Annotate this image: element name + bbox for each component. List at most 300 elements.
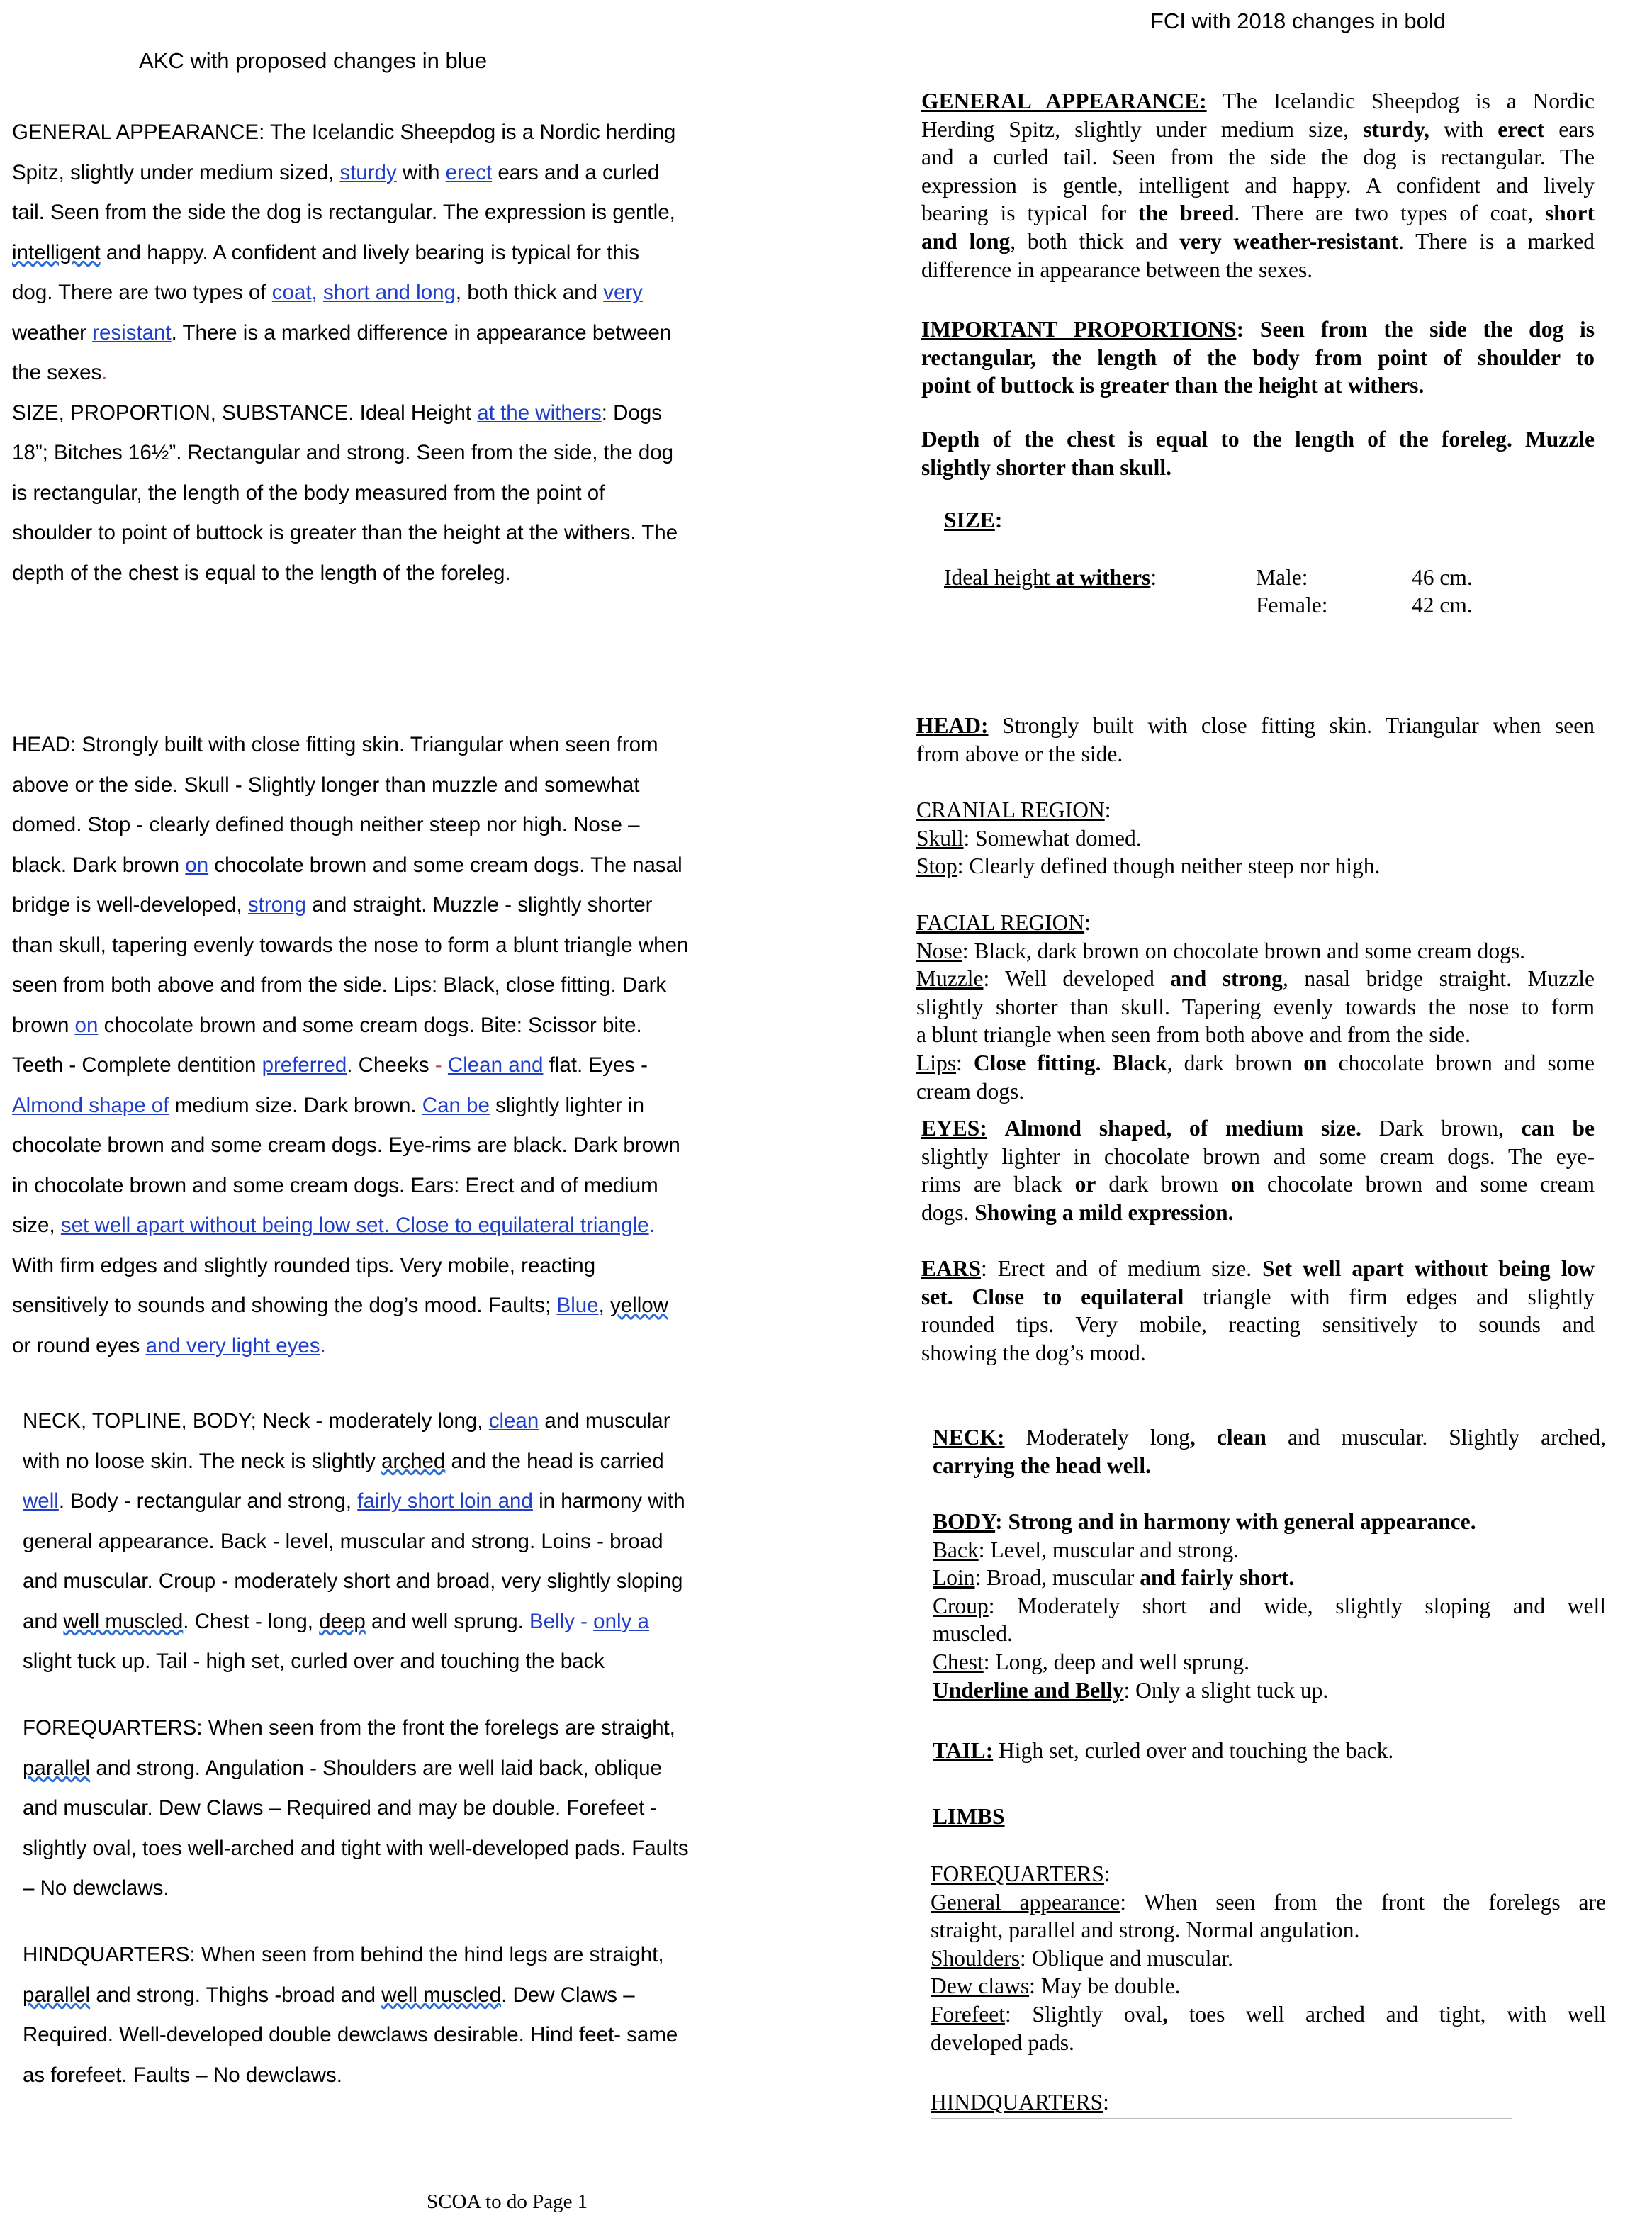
- text-line: [916, 1077, 1595, 1106]
- text-line: [23, 1401, 731, 1442]
- term: Croup: [933, 1593, 989, 1618]
- text: Ideal height: [944, 565, 1056, 590]
- text: in chocolate brown and some cream dogs. Ears: Erect and of medium: [12, 1173, 658, 1197]
- fci-forequarters-section: [931, 1860, 1606, 2056]
- text-line: [23, 1976, 731, 2016]
- text: chocolate brown and some cream dogs. Bite: Scissor bite.: [98, 1013, 642, 1037]
- text: with: [1429, 116, 1498, 142]
- text: shoulder to point of buttock is greater than the height at the withers. The: [12, 521, 678, 544]
- text: : Level, muscular and strong.: [978, 1537, 1240, 1562]
- change-2018: Close fitting. Black: [973, 1050, 1167, 1075]
- cut-off-text-fragment: [931, 2118, 1512, 2127]
- fci-general-appearance-section: [921, 87, 1595, 284]
- text: expression is gentle, intelligent and happy. A confident and lively: [921, 172, 1595, 198]
- text-line: [12, 766, 728, 806]
- text: and straight. Muzzle - slightly shorter: [305, 893, 653, 917]
- text-line: [921, 1199, 1595, 1227]
- change-2018: the breed: [1137, 201, 1235, 226]
- section-heading: EARS: [921, 1256, 982, 1281]
- fci-female-label: Female:: [1256, 593, 1328, 617]
- section-heading: EYES:: [921, 1116, 987, 1141]
- text: with: [396, 160, 446, 184]
- text-line: [23, 1522, 731, 1562]
- text: bearing is typical for: [921, 201, 1138, 226]
- text-line: [931, 2000, 1606, 2029]
- text-line: [12, 885, 728, 926]
- text-line: [921, 199, 1595, 228]
- text-line: [12, 805, 728, 846]
- text-line: [12, 1246, 728, 1287]
- text: : Oblique and muscular.: [1020, 1945, 1233, 1971]
- text: cream dogs.: [916, 1078, 1025, 1104]
- change-2018: or: [1074, 1172, 1096, 1197]
- term: Chest: [933, 1649, 984, 1674]
- change-2018: Underline and Belly: [933, 1677, 1124, 1703]
- text-line: [933, 1536, 1606, 1564]
- proposed-change: and very light eyes: [145, 1333, 320, 1357]
- text-line: [921, 87, 1595, 116]
- text: : Slightly oval: [1004, 2001, 1163, 2027]
- proposed-change: coat: [271, 281, 312, 304]
- page-footer: SCOA to do Page 1: [427, 2190, 588, 2213]
- text-line: [12, 153, 728, 194]
- text-line: [921, 1170, 1595, 1199]
- text: muscled.: [933, 1621, 1013, 1647]
- text: :: [1103, 1861, 1111, 1886]
- fci-cranial-region-section: [916, 796, 1595, 880]
- text: in harmony with: [532, 1489, 685, 1513]
- text-line: [921, 172, 1595, 200]
- fci-head-section: [916, 712, 1595, 768]
- proposed-change: Blue: [556, 1294, 599, 1317]
- text: developed pads.: [931, 2029, 1074, 2055]
- term: Muzzle: [916, 966, 984, 992]
- change-2018: and fairly short.: [1140, 1565, 1295, 1591]
- change-2018: ,: [1162, 2001, 1168, 2027]
- change-2018: carrying the head well.: [933, 1452, 1151, 1478]
- proposed-change: Belly -: [529, 1609, 594, 1633]
- text: dark brown: [1096, 1172, 1231, 1197]
- text: triangle with firm edges and slightly: [1184, 1284, 1595, 1309]
- proposed-change: set well apart without being low set. Close to equilateral triangle: [60, 1214, 649, 1237]
- text: ,: [598, 1294, 610, 1317]
- text: : May be double.: [1029, 1973, 1181, 1999]
- text: : Erect and of medium size.: [981, 1256, 1263, 1281]
- fci-ideal-height-label: [944, 564, 1157, 592]
- text: :: [1150, 565, 1157, 590]
- text-line: [921, 1283, 1595, 1311]
- text-line: [921, 1114, 1595, 1143]
- text-line: [933, 1564, 1606, 1592]
- proposed-change: on: [74, 1013, 99, 1037]
- text: : Moderately short and wide, slightly sloping and well: [988, 1593, 1606, 1618]
- text: HINDQUARTERS: When seen from behind the hind legs are straight,: [23, 1943, 664, 1966]
- change-2018: : Strong and in harmony with general appearance.: [995, 1509, 1476, 1534]
- section-heading: GENERAL APPEARANCE:: [921, 89, 1207, 113]
- text: or round eyes: [12, 1333, 146, 1357]
- akc-general-appearance-size-section: [12, 113, 728, 593]
- text: HEAD: Strongly built with close fitting skin. Triangular when seen from: [12, 733, 658, 756]
- fci-male-height-value: 46 cm.: [1412, 565, 1473, 590]
- spellcheck-flag: deep: [319, 1609, 366, 1633]
- text: medium size. Dark brown.: [169, 1093, 422, 1117]
- text: slightly lighter in: [489, 1093, 645, 1117]
- text-line: [12, 113, 728, 153]
- text-line: [23, 1869, 731, 1909]
- text: tail. Seen from the side the dog is rectangular. The expression is gentle,: [12, 201, 675, 224]
- text-line: [23, 1642, 731, 1682]
- change-2018: Showing a mild expression.: [974, 1199, 1234, 1225]
- text: and a curled tail. Seen from the side the dog is rectangular. The: [921, 145, 1595, 170]
- proposed-change: erect: [445, 160, 493, 184]
- text-line: [12, 393, 728, 434]
- text: Herding Spitz, slightly under medium size,: [921, 116, 1364, 142]
- change-2018: very weather-resistant: [1179, 228, 1399, 254]
- text: and strong. Thighs -broad and: [90, 1983, 382, 2007]
- section-heading: HEAD:: [916, 713, 989, 738]
- akc-head-section: [12, 725, 728, 1366]
- text-line: [921, 143, 1595, 172]
- text-line: [916, 852, 1595, 880]
- text-line: [23, 2015, 731, 2056]
- fci-male-label: Male:: [1256, 565, 1308, 590]
- text-line: [933, 1452, 1606, 1480]
- text: FOREQUARTERS: When seen from the front the forelegs are straight,: [23, 1716, 675, 1740]
- text: Spitz, slightly under medium sized,: [12, 160, 340, 184]
- fci-chest-depth-note: [921, 425, 1595, 481]
- text-line: [916, 824, 1595, 853]
- text: as forefeet. Faults – No dewclaws.: [23, 2063, 342, 2087]
- text: :: [994, 508, 1003, 532]
- text: bridge is well-developed,: [12, 893, 248, 917]
- spellcheck-flag: well muscled: [63, 1609, 184, 1633]
- text: :: [956, 1050, 974, 1075]
- text-line: [921, 116, 1595, 144]
- text: rims are black: [921, 1172, 1075, 1197]
- text-line: [12, 1006, 728, 1046]
- text: is rectangular, the length of the body measured from the point of: [12, 481, 605, 505]
- text: dogs.: [921, 1199, 975, 1225]
- text-line: [12, 1206, 728, 1246]
- term: Loin: [933, 1565, 975, 1591]
- text-line: [921, 371, 1595, 400]
- change-2018: on: [1230, 1172, 1255, 1197]
- text-line: [916, 740, 1595, 768]
- term: Skull: [916, 825, 964, 851]
- text: Strongly built with close fitting skin. Triangular when seen: [988, 713, 1595, 738]
- text: [442, 1053, 448, 1077]
- text: general appearance. Back - level, muscular and strong. Loins - broad: [23, 1529, 663, 1553]
- text-line: [23, 1749, 731, 1789]
- term: Back: [933, 1537, 979, 1562]
- text-line: [12, 193, 728, 233]
- change-2018: can be: [1521, 1116, 1595, 1141]
- fci-facial-region-section: [916, 909, 1595, 1105]
- text: 18”; Bitches 16½”. Rectangular and strong. Seen from the side, the dog: [12, 441, 674, 464]
- text-line: [12, 846, 728, 886]
- proposed-change: well: [23, 1489, 59, 1513]
- fci-column-title: FCI with 2018 changes in bold: [1150, 9, 1446, 33]
- text: slightly oval, toes well-arched and tight with well-developed pads. Faults: [23, 1836, 689, 1860]
- text: than skull, tapering evenly towards the nose to form a blunt triangle when: [12, 933, 689, 957]
- fci-eyes-section: [921, 1114, 1595, 1226]
- text: above or the side. Skull - Slightly longer than muzzle and somewhat: [12, 773, 640, 797]
- text-line: [23, 1482, 731, 1522]
- text: , both thick and: [455, 281, 604, 304]
- text: toes well arched and tight, with well: [1167, 2001, 1606, 2027]
- proposed-change: strong: [247, 893, 306, 917]
- text: rounded tips. Very mobile, reacting sensitively to sounds and: [921, 1312, 1595, 1338]
- section-heading: LIMBS: [933, 1804, 1005, 1829]
- term: Lips: [916, 1050, 957, 1075]
- text-line: [933, 1676, 1606, 1705]
- text: chocolate brown and some cream dogs. The nasal: [208, 853, 682, 877]
- text-line: [916, 796, 1595, 824]
- subsection-heading: FACIAL REGION: [916, 910, 1085, 935]
- term: General appearance: [931, 1889, 1120, 1915]
- text-line: [931, 1888, 1606, 1917]
- fci-limbs-heading: [933, 1803, 1005, 1831]
- text: the sexes: [12, 361, 102, 384]
- text-line: [23, 1442, 731, 1482]
- text: slightly lighter in chocolate brown and some cream dogs. The eye-: [921, 1143, 1595, 1169]
- proposed-change: Can be: [422, 1093, 490, 1117]
- text: with no loose skin. The neck is slightly: [23, 1449, 382, 1473]
- text: and well sprung.: [365, 1609, 529, 1633]
- text: , nasal bridge straight. Muzzle: [1282, 966, 1595, 992]
- text: flat. Eyes -: [543, 1053, 648, 1077]
- change-2018: Almond shaped, of medium size.: [1004, 1116, 1361, 1141]
- text: SIZE, PROPORTION, SUBSTANCE. Ideal Height: [12, 401, 478, 425]
- proposed-change: Almond shape of: [12, 1093, 169, 1117]
- text: difference in appearance between the sexes.: [921, 257, 1313, 282]
- change-2018: slightly shorter than skull.: [921, 454, 1171, 480]
- proposed-change: very: [603, 281, 643, 304]
- text-line: [933, 1620, 1606, 1648]
- text: Teeth - Complete dentition: [12, 1053, 262, 1077]
- text-line: [921, 1143, 1595, 1171]
- spellcheck-flag: arched: [381, 1449, 446, 1473]
- proposed-change: resistant: [92, 320, 172, 345]
- spellcheck-flag: well muscled: [381, 1983, 502, 2007]
- proposed-change: ,: [311, 281, 323, 304]
- text-line: [933, 1648, 1606, 1676]
- text-line: [23, 2056, 731, 2096]
- text: ears: [1544, 116, 1595, 142]
- proposed-change: short and long: [322, 281, 456, 304]
- fci-body-section: [933, 1508, 1606, 1704]
- text: size,: [12, 1214, 61, 1237]
- text: ears and a curled: [492, 160, 660, 184]
- text: : Black, dark brown on chocolate brown and some cream dogs.: [962, 938, 1526, 963]
- text: and strong. Angulation - Shoulders are well laid back, oblique: [90, 1756, 662, 1780]
- text: Required. Well-developed double dewclaws desirable. Hind feet- same: [23, 2023, 678, 2046]
- text-line: [12, 1286, 728, 1326]
- text: GENERAL APPEARANCE: The Icelandic Sheepdog is a Nordic herding: [12, 121, 676, 144]
- change-2018: point of buttock is greater than the height at withers.: [921, 373, 1425, 398]
- text: : Long, deep and well sprung.: [983, 1649, 1250, 1674]
- fci-size-heading: [944, 506, 1002, 534]
- text: dog. There are two types of: [12, 281, 272, 304]
- text-line: [12, 273, 728, 313]
- text-line: [12, 926, 728, 966]
- text-line: [23, 1788, 731, 1829]
- text: . Chest - long,: [183, 1609, 320, 1633]
- fci-hindquarters-heading: [931, 2088, 1109, 2117]
- text: slightly shorter than skull. Tapering evenly towards the nose to form: [916, 994, 1595, 1019]
- text: and muscular. Dew Claws – Required and may be double. Forefeet -: [23, 1796, 658, 1820]
- text: brown: [12, 1013, 75, 1037]
- text: Moderately long: [1004, 1425, 1190, 1450]
- text-line: [916, 965, 1595, 993]
- change-2018: rectangular, the length of the body from point of shoulder to: [921, 345, 1595, 370]
- text: and: [23, 1609, 64, 1633]
- text: chocolate brown and some cream dogs. Eye-rims are black. Dark brown: [12, 1133, 680, 1157]
- spellcheck-flag: parallel: [23, 1756, 91, 1780]
- text: a blunt triangle when seen from both above and from the side.: [916, 1022, 1471, 1048]
- text: :: [1084, 910, 1091, 935]
- change-2018: short: [1545, 201, 1595, 226]
- text-line: [921, 344, 1595, 372]
- text-line: [12, 965, 728, 1006]
- proposed-change: only a: [593, 1609, 649, 1633]
- text: : When seen from the front the forelegs are: [1120, 1889, 1606, 1915]
- text-line: [916, 1021, 1595, 1049]
- text: :: [1104, 797, 1111, 822]
- change-2018: and strong: [1170, 966, 1283, 992]
- proposed-change: preferred: [262, 1053, 347, 1077]
- subsection-heading: HINDQUARTERS: [931, 2090, 1103, 2115]
- text-line: [931, 1944, 1606, 1973]
- text-line: [23, 1562, 731, 1602]
- text: With firm edges and slightly rounded tips. Very mobile, reacting: [12, 1253, 596, 1277]
- proposed-change: clean: [488, 1409, 539, 1433]
- fci-neck-section: [933, 1423, 1606, 1479]
- text: The Icelandic Sheepdog is a Nordic: [1206, 89, 1595, 113]
- text: :: [1103, 2090, 1109, 2115]
- text: -: [434, 1053, 442, 1077]
- text-line: [933, 1423, 1606, 1452]
- text-line: [12, 1166, 728, 1206]
- text: straight, parallel and strong. Normal angulation.: [931, 1917, 1360, 1943]
- text: Dark brown,: [1361, 1116, 1522, 1141]
- text: weather: [12, 320, 93, 345]
- text: . Dew Claws –: [501, 1983, 635, 2007]
- text-line: [12, 725, 728, 766]
- text-line: [916, 909, 1595, 937]
- text: . There is a marked difference in appearance between: [171, 320, 672, 345]
- text-line: [12, 1086, 728, 1126]
- text: seen from both above and from the side. Lips: Black, close fitting. Dark: [12, 973, 667, 997]
- fci-ears-section: [921, 1255, 1595, 1367]
- text: , both thick and: [1010, 228, 1180, 254]
- text-line: [916, 937, 1595, 965]
- proposed-change: .: [320, 1333, 326, 1357]
- spellcheck-flag: intelligent: [12, 240, 101, 264]
- text-line: [12, 1046, 728, 1086]
- text-line: [933, 1592, 1606, 1620]
- akc-forequarters-section: [23, 1708, 731, 1909]
- fci-important-proportions-section: [921, 315, 1595, 400]
- change-2018: : Seen from the side the dog is: [1236, 317, 1595, 342]
- spellcheck-flag: yellow: [610, 1294, 668, 1317]
- text: slight tuck up. Tail - high set, curled over and touching the back: [23, 1650, 605, 1673]
- text: . There are two types of coat,: [1234, 201, 1545, 226]
- change-2018: erect: [1498, 116, 1545, 142]
- text-line: [916, 993, 1595, 1021]
- text: . Body - rectangular and strong,: [58, 1489, 358, 1513]
- text: High set, curled over and touching the back.: [993, 1738, 1394, 1763]
- text-line: [23, 1708, 731, 1749]
- text-line: [921, 1339, 1595, 1367]
- spellcheck-flag: parallel: [23, 1983, 91, 2007]
- change-2018: Depth of the chest is equal to the length of the foreleg. Muzzle: [921, 427, 1595, 452]
- text: showing the dog’s mood.: [921, 1340, 1146, 1365]
- text-line: [931, 1860, 1606, 1888]
- section-heading: NECK:: [933, 1425, 1005, 1450]
- term: Nose: [916, 938, 962, 963]
- text-line: [12, 233, 728, 274]
- text-line: [12, 474, 728, 514]
- akc-hindquarters-section: [23, 1935, 731, 2095]
- change-2018: Set well apart without being low: [1262, 1256, 1595, 1281]
- term: Stop: [916, 853, 957, 879]
- akc-column-title: AKC with proposed changes in blue: [139, 48, 488, 73]
- text: from above or the side.: [916, 741, 1123, 766]
- akc-neck-topline-body-section: [23, 1401, 731, 1682]
- proposed-change: fairly short loin and: [357, 1489, 533, 1513]
- text-line: [23, 1602, 731, 1642]
- text-line: [23, 1935, 731, 1976]
- text: chocolate brown and some: [1327, 1050, 1595, 1075]
- text: .: [101, 361, 108, 384]
- text: and the head is carried: [445, 1449, 664, 1473]
- text: sensitively to sounds and showing the dog’s mood. Faults;: [12, 1294, 557, 1317]
- subsection-heading: FOREQUARTERS: [931, 1861, 1104, 1886]
- text: NECK, TOPLINE, BODY; Neck - moderately long,: [23, 1409, 489, 1433]
- text-line: [931, 2029, 1606, 2057]
- term: Dew claws: [931, 1973, 1030, 1999]
- text-line: [12, 554, 728, 594]
- text: black. Dark brown: [12, 853, 186, 877]
- text-line: [931, 1916, 1606, 1944]
- text-line: [12, 1126, 728, 1166]
- fci-tail-section: [933, 1737, 1393, 1765]
- text: and happy. A confident and lively bearing is typical for this: [100, 240, 640, 264]
- section-heading: SIZE: [944, 508, 995, 532]
- text: [987, 1116, 1005, 1141]
- subsection-heading: CRANIAL REGION: [916, 797, 1105, 822]
- text: : Only a slight tuck up.: [1123, 1677, 1329, 1703]
- text: : Dogs: [601, 401, 663, 425]
- text: : Well developed: [983, 966, 1171, 992]
- text-line: [23, 1829, 731, 1869]
- change-2018: , clean: [1189, 1425, 1266, 1450]
- proposed-change: at the withers: [477, 401, 602, 425]
- section-heading: TAIL:: [933, 1738, 994, 1763]
- section-heading: BODY: [933, 1509, 996, 1534]
- text: : Somewhat domed.: [963, 825, 1142, 851]
- text: chocolate brown and some cream: [1254, 1172, 1595, 1197]
- text: – No dewclaws.: [23, 1876, 169, 1900]
- text: . There is a marked: [1398, 228, 1595, 254]
- text: domed. Stop - clearly defined though neither steep nor high. Nose –: [12, 813, 640, 836]
- text: : Broad, muscular: [974, 1565, 1140, 1591]
- change-2018: set. Close to equilateral: [921, 1284, 1184, 1309]
- text-line: [12, 433, 728, 474]
- text: depth of the chest is equal to the length of the foreleg.: [12, 561, 511, 585]
- text-line: [933, 1508, 1606, 1536]
